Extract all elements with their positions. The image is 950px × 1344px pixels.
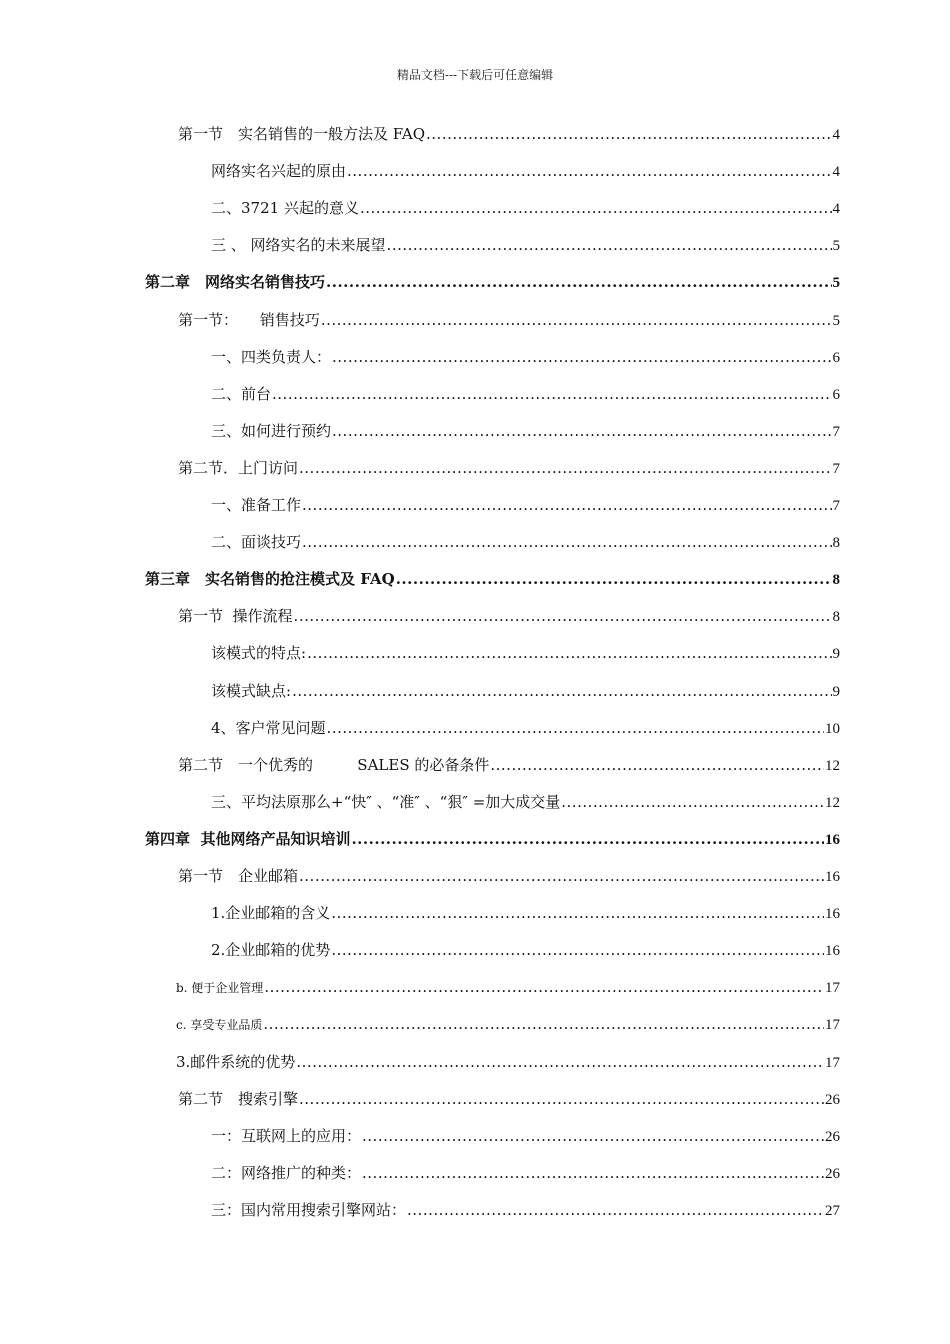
toc-entry-title: 第二节 搜索引擎 (178, 1089, 299, 1108)
toc-page-number: 17 (825, 1054, 840, 1071)
toc-dot-leader (327, 710, 824, 747)
toc-entry-title: 三、平均法原那么+“快″ 、“准″ 、“狠″ =加大成交量 (211, 792, 561, 811)
toc-entry-title: 该模式的特点: (211, 644, 307, 663)
toc-entry[interactable] (211, 1118, 840, 1155)
toc-entry-title: 三：国内常用搜索引擎网站： (211, 1200, 407, 1219)
toc-entry-title: 第一节 实名销售的一般方法及 FAQ (178, 125, 426, 143)
toc-entry[interactable] (178, 116, 840, 153)
page-header: 精品文档---下载后可任意编辑 (396, 68, 554, 82)
toc-page-number: 7 (832, 423, 840, 440)
toc-entry-title: 1.企业邮箱的含义 (211, 904, 331, 923)
toc-dot-leader (396, 561, 832, 598)
toc-page-number: 4 (832, 164, 840, 181)
toc-entry-title: 一、准备工作 (211, 496, 302, 514)
toc-entry[interactable] (176, 969, 840, 1006)
toc-entry-title: 二、前台 (211, 384, 272, 403)
toc-dot-leader (561, 784, 824, 821)
toc-dot-leader (360, 190, 832, 227)
toc-page-number: 16 (825, 906, 840, 923)
toc-dot-leader (362, 1155, 824, 1192)
toc-entry-title: 一：互联网上的应用： (211, 1126, 362, 1145)
toc-dot-leader (332, 413, 831, 450)
toc-page-number: 5 (832, 312, 840, 329)
toc-page-number: 6 (832, 386, 840, 403)
toc-entry[interactable] (176, 1006, 840, 1043)
toc-page-number: 8 (832, 572, 840, 589)
toc-entry[interactable] (211, 153, 840, 190)
toc-entry[interactable] (211, 413, 840, 450)
toc-page-number: 12 (825, 757, 840, 774)
toc-dot-leader (321, 302, 832, 339)
toc-entry-title: 二、面谈技巧 (211, 533, 302, 552)
toc-entry-title: 二、3721 兴起的意义 (211, 199, 359, 218)
toc-page-number: 26 (825, 1165, 840, 1182)
toc-dot-leader (264, 969, 824, 1006)
toc-entry-title: 第一节 操作流程 (178, 607, 293, 626)
toc-entry-title: 该模式缺点: (211, 681, 292, 700)
toc-dot-leader (347, 153, 831, 190)
toc-dot-leader (351, 821, 824, 858)
toc-entry[interactable] (211, 932, 840, 969)
toc-dot-leader (490, 747, 824, 784)
toc-entry-title: c. 享受专业品质 (176, 1018, 263, 1033)
toc-page-number: 7 (832, 460, 840, 477)
toc-dot-leader (331, 895, 824, 932)
toc-entry-title: 2.企业邮箱的优势 (211, 941, 331, 960)
toc-entry[interactable] (211, 376, 840, 413)
toc-dot-leader (307, 635, 831, 672)
toc-dot-leader (294, 598, 832, 635)
toc-entry-title: 第一节： 销售技巧 (178, 310, 320, 329)
toc-entry-title: 4、客户常见问题 (211, 718, 326, 737)
toc-entry[interactable] (176, 1044, 840, 1081)
toc-dot-leader (332, 339, 831, 376)
toc-page-number: 5 (832, 275, 840, 292)
toc-dot-leader (263, 1006, 824, 1043)
toc-entry[interactable] (211, 1192, 840, 1229)
toc-page-number: 16 (825, 869, 840, 885)
toc-page-number: 9 (832, 646, 840, 663)
toc-dot-leader (426, 116, 831, 153)
toc-entry[interactable] (211, 339, 840, 376)
toc-dot-leader (302, 487, 831, 524)
toc-entry[interactable] (211, 710, 840, 747)
toc-page-number: 27 (825, 1202, 840, 1219)
toc-entry-title: 第二章 网络实名销售技巧 (145, 273, 326, 292)
toc-page-number: 10 (825, 720, 840, 737)
toc-dot-leader (299, 450, 831, 487)
toc-page-number: 6 (832, 349, 840, 366)
toc-entry[interactable] (211, 524, 840, 561)
toc-entry[interactable] (211, 227, 840, 264)
toc-entry-title: 第二节 一个优秀的 SALES 的必备条件 (178, 755, 490, 774)
toc-dot-leader (299, 1081, 824, 1118)
toc-entry[interactable] (211, 487, 840, 524)
toc-entry-title: 网络实名兴起的原由 (211, 162, 347, 181)
toc-entry-title: 第二节．上门访问 (178, 458, 299, 477)
toc-entry[interactable] (145, 264, 840, 301)
toc-entry-title: 第一节 企业邮箱 (178, 867, 299, 885)
toc-entry[interactable] (211, 635, 840, 672)
toc-entry[interactable] (211, 895, 840, 932)
toc-dot-leader (362, 1118, 824, 1155)
toc-page-number: 16 (825, 831, 840, 848)
toc-page-number: 8 (832, 535, 840, 552)
toc-page-number: 9 (832, 683, 840, 700)
toc-page-number: 7 (832, 498, 840, 514)
toc-dot-leader (387, 227, 832, 264)
toc-dot-leader (299, 858, 824, 895)
toc-dot-leader (296, 1044, 824, 1081)
toc-entry[interactable] (211, 784, 840, 821)
toc-page-number: 17 (825, 1017, 840, 1034)
toc-dot-leader (331, 932, 824, 969)
toc-page-number: 12 (825, 794, 840, 811)
toc-entry[interactable] (178, 858, 840, 895)
toc-page-number: 26 (825, 1091, 840, 1108)
toc-dot-leader (272, 376, 831, 413)
toc-entry-title: 三 、 网络实名的未来展望 (211, 236, 386, 255)
toc-entry[interactable] (178, 450, 840, 487)
toc-entry[interactable] (178, 1081, 840, 1118)
toc-page-number: 4 (832, 127, 840, 143)
toc-page-number: 4 (832, 201, 840, 218)
toc-entry[interactable] (145, 821, 840, 858)
toc-entry-title: b. 便于企业管理 (176, 981, 264, 996)
toc-dot-leader (302, 524, 831, 561)
toc-entry-title: 二：网络推广的种类： (211, 1163, 362, 1182)
toc-dot-leader (292, 673, 831, 710)
toc-entry-title: 第四章 其他网络产品知识培训 (145, 829, 351, 848)
toc-page-number: 17 (825, 980, 840, 997)
toc-entry[interactable] (211, 190, 840, 227)
toc-entry[interactable] (211, 1155, 840, 1192)
toc-entry[interactable] (178, 747, 840, 784)
toc-entry[interactable] (178, 598, 840, 635)
toc-entry-title: 三、如何进行预约 (211, 421, 332, 440)
toc-dot-leader (407, 1192, 824, 1229)
toc-dot-leader (326, 264, 831, 301)
toc-page-number: 16 (825, 943, 840, 960)
toc-page-number: 26 (825, 1128, 840, 1145)
toc-entry-title: 第三章 实名销售的抢注模式及 FAQ (145, 570, 395, 589)
toc-entry[interactable] (178, 302, 840, 339)
toc-entry[interactable] (211, 673, 840, 710)
toc-entry-title: 一、四类负责人： (211, 347, 332, 366)
toc-entry-title: 3.邮件系统的优势 (176, 1052, 296, 1071)
toc-page-number: 8 (832, 609, 840, 626)
toc-page-number: 5 (832, 238, 840, 255)
toc-entry[interactable] (145, 561, 840, 598)
